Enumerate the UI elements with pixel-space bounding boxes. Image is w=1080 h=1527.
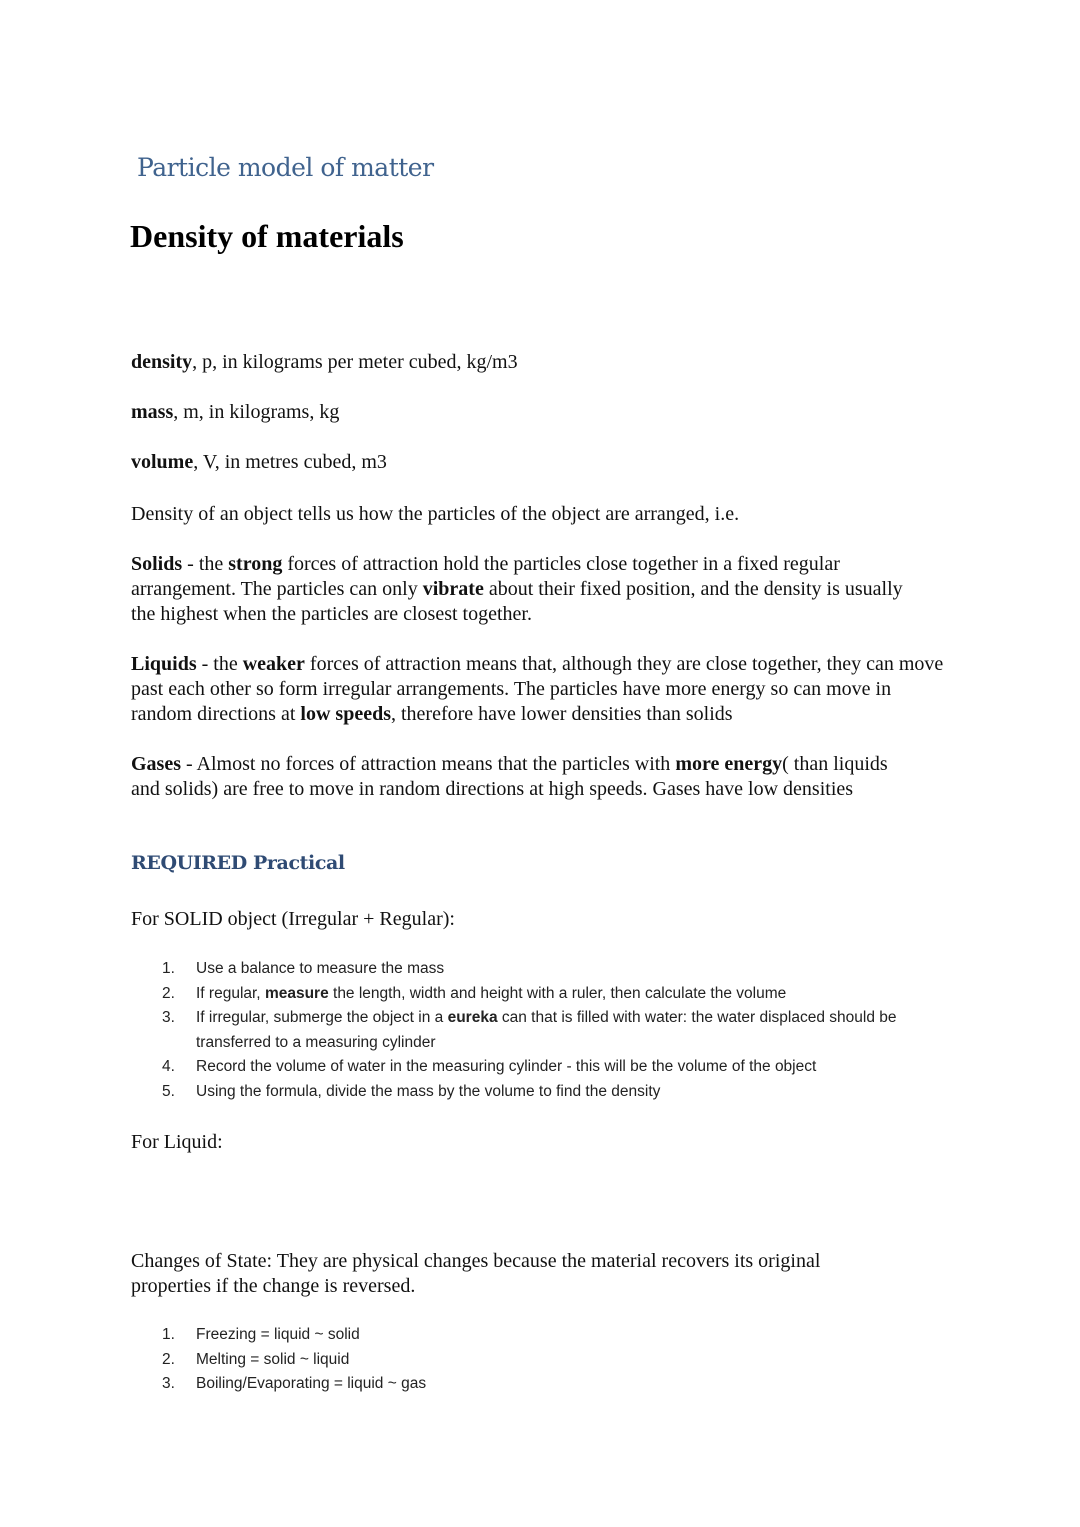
state-term: Solids <box>131 553 183 575</box>
changes-of-state-paragraph: Changes of State: They are physical changes because the material recovers its original properties if the change is reversed. <box>131 1250 821 1297</box>
list-number: 3. <box>162 1375 175 1392</box>
text-run: about their fixed position, and the density is usually the highest when the particles are closest together. <box>131 578 903 625</box>
solid-steps-list <box>162 957 956 1104</box>
bold-run: measure <box>264 984 329 1002</box>
intro-paragraph: Density of an object tells us how the particles of the object are arranged, i.e. <box>131 503 740 525</box>
text-run: If irregular, submerge the object in a <box>196 1009 448 1026</box>
text-run: Melting = solid ~ liquid <box>196 1350 350 1368</box>
definition-term: volume <box>131 451 194 473</box>
definition-text: , V, in metres cubed, m3 <box>193 451 387 473</box>
solids-paragraph <box>131 552 921 627</box>
definition-volume <box>131 450 951 475</box>
list-item <box>162 982 956 1007</box>
state-changes-list <box>162 1323 956 1397</box>
text-run: forces of attraction hold the particles close together in a fixed regular arrangement. The particles can only <box>131 553 840 600</box>
text-run: the length, width and height with a ruler, then calculate the volume <box>328 984 787 1002</box>
bold-run: vibrate <box>422 578 484 600</box>
list-item <box>162 1323 956 1348</box>
text-run: Boiling/Evaporating = liquid ~ gas <box>196 1375 427 1392</box>
definition-density <box>131 350 951 375</box>
text-run: , therefore have lower densities than solids <box>390 703 733 725</box>
text-run: - Almost no forces of attraction means that the particles with <box>181 753 676 775</box>
gases-paragraph <box>131 752 921 802</box>
list-number: 4. <box>162 1058 175 1075</box>
list-item <box>162 1348 956 1373</box>
bold-run: weaker <box>242 653 305 675</box>
definition-term: mass <box>131 401 174 423</box>
list-number: 2. <box>162 1350 175 1368</box>
definition-mass <box>131 400 951 425</box>
list-item <box>162 1006 956 1055</box>
text-run: - the <box>182 553 229 575</box>
definition-term: density <box>131 351 193 373</box>
text-run: can that is filled with water: the water displaced should be transferred to a measuring cylinder <box>196 1009 897 1051</box>
solid-object-heading: For SOLID object (Irregular + Regular): <box>131 908 455 930</box>
topic-heading: Particle model of matter <box>137 153 434 182</box>
liquid-heading: For Liquid: <box>131 1131 223 1153</box>
list-number: 2. <box>162 984 175 1002</box>
text-run: Using the formula, divide the mass by the volume to find the density <box>196 1082 661 1100</box>
text-run: Record the volume of water in the measuring cylinder - this will be the volume of the object <box>196 1058 817 1075</box>
page-title: Density of materials <box>130 218 404 254</box>
text-run: Use a balance to measure the mass <box>196 960 445 977</box>
list-number: 3. <box>162 1009 175 1026</box>
list-item <box>162 1080 956 1105</box>
text-run: ( than liquids and solids) are free to move in random directions at high speeds. Gases have low densities <box>131 753 888 800</box>
state-term: Liquids <box>131 653 197 675</box>
list-item <box>162 957 956 982</box>
bold-run: strong <box>228 553 283 575</box>
practical-heading: REQUIRED Practical <box>131 852 345 874</box>
definition-text: , m, in kilograms, kg <box>173 401 340 423</box>
bold-run: eureka <box>447 1009 498 1026</box>
definition-text: , p, in kilograms per meter cubed, kg/m3 <box>192 351 518 373</box>
bold-run: low speeds <box>300 703 391 725</box>
state-term: Gases <box>131 753 181 775</box>
text-run: - the <box>196 653 243 675</box>
list-number: 1. <box>162 960 175 977</box>
liquids-paragraph <box>131 652 946 727</box>
list-item <box>162 1372 956 1397</box>
text-run: Freezing = liquid ~ solid <box>196 1326 360 1343</box>
text-run: If regular, <box>196 984 265 1002</box>
list-item <box>162 1055 956 1080</box>
text-run: forces of attraction means that, although they are close together, they can move past each other so form irregular arrangements. The particles have more energy so can move in random directions at <box>131 653 944 725</box>
list-number: 1. <box>162 1326 175 1343</box>
bold-run: more energy <box>675 753 783 775</box>
list-number: 5. <box>162 1082 175 1100</box>
